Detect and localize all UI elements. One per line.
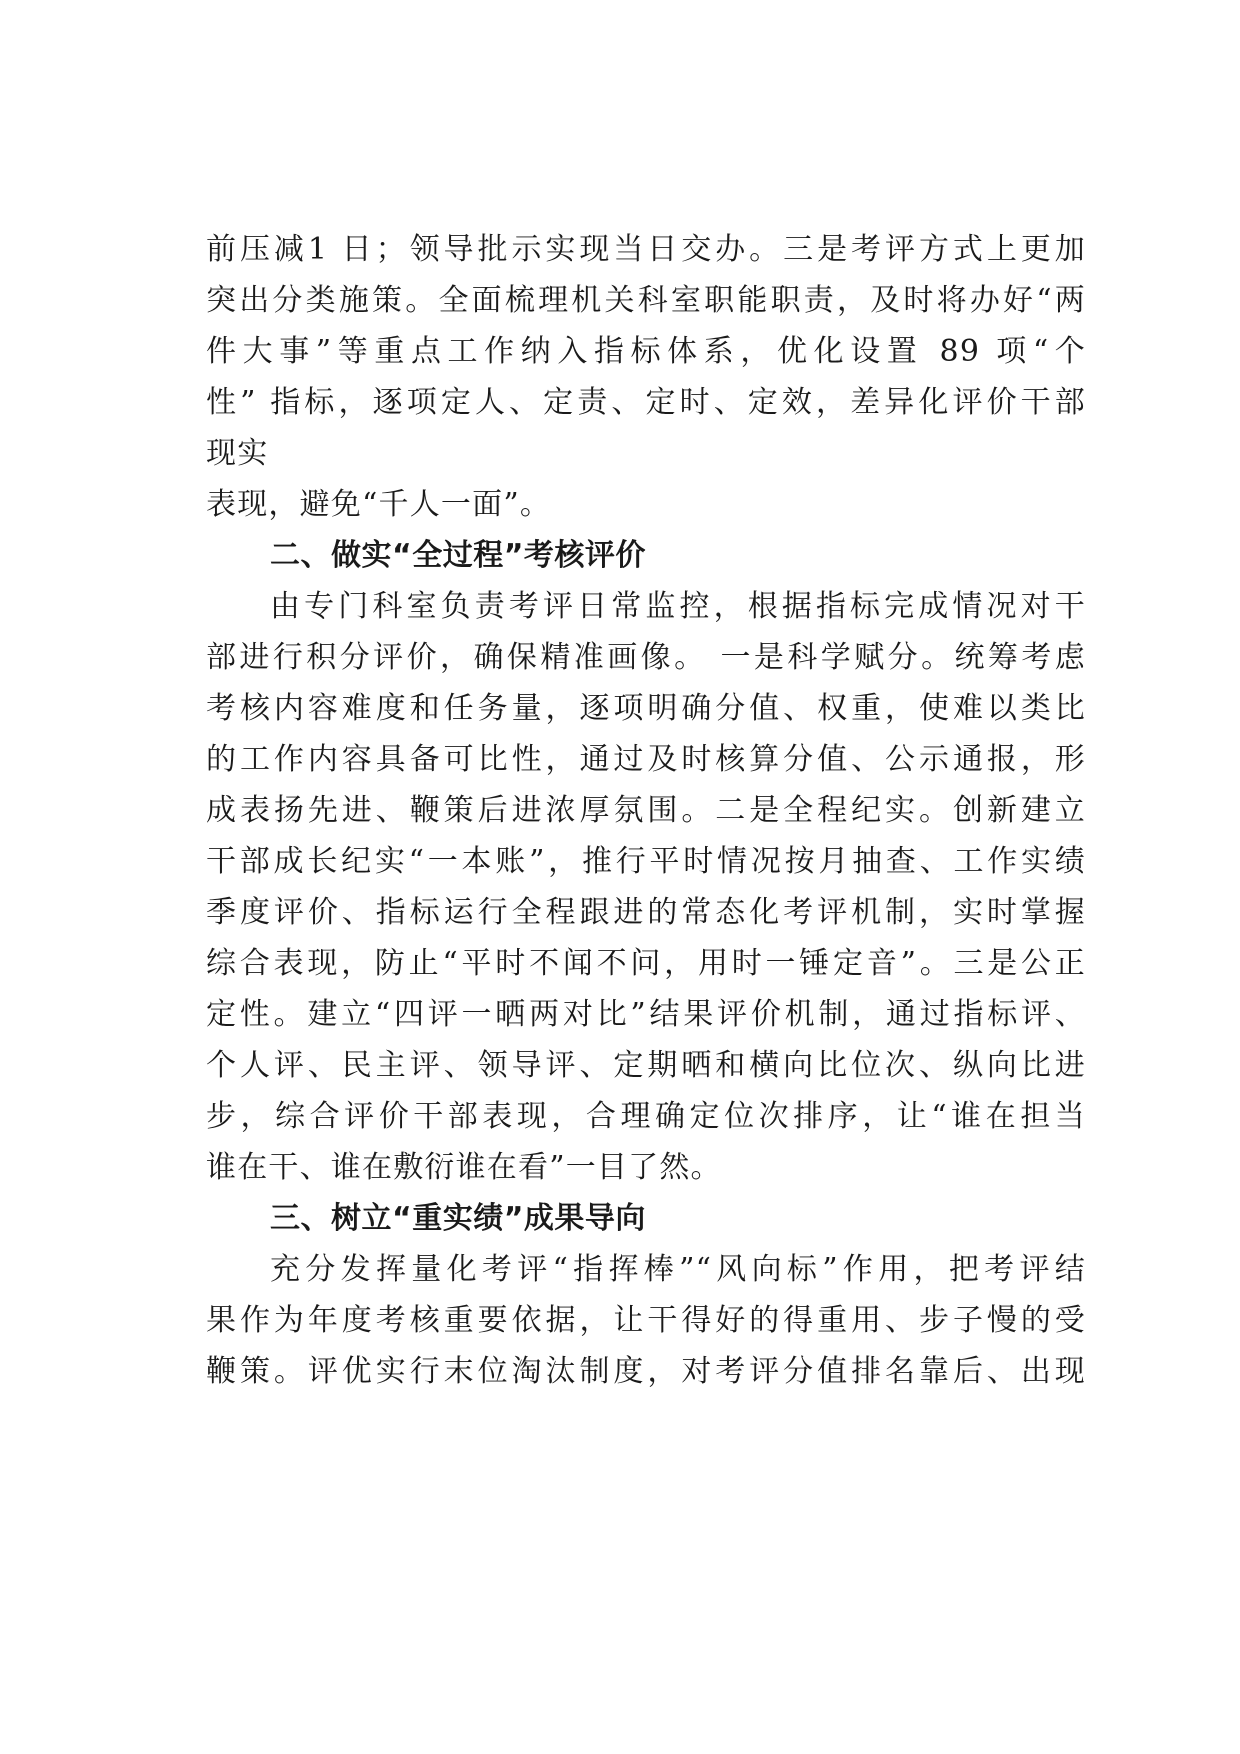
- text-line: 突出分类施策。全面梳理机关科室职能职责，及时将办好“两: [206, 283, 1086, 318]
- text-line: 现实: [206, 436, 269, 471]
- text-line: 鞭策。评优实行末位淘汰制度，对考评分值排名靠后、出现: [206, 1354, 1086, 1389]
- text-line: 果作为年度考核重要依据，让干得好的得重用、步子慢的受: [206, 1303, 1086, 1338]
- text-line: 定性。建立“四评一晒两对比”结果评价机制，通过指标评、: [206, 997, 1086, 1032]
- text-line: 的工作内容具备可比性，通过及时核算分值、公示通报，形: [206, 742, 1086, 777]
- text-line: 干部成长纪实“一本账”，推行平时情况按月抽查、工作实绩: [206, 844, 1086, 879]
- text-line: 性” 指标，逐项定人、定责、定时、定效，差异化评价干部: [206, 385, 1086, 420]
- section-heading-3: 三、树立“重实绩”成果导向: [270, 1201, 646, 1236]
- text-line: 部进行积分评价，确保精准画像。 一是科学赋分。统筹考虑: [206, 640, 1086, 675]
- text-line: 步，综合评价干部表现，合理确定位次排序，让“谁在担当: [206, 1099, 1086, 1134]
- text-line: 谁在干、谁在敷衍谁在看”一目了然。: [206, 1150, 722, 1185]
- text-line: 季度评价、指标运行全程跟进的常态化考评机制，实时掌握: [206, 895, 1086, 930]
- text-line: 件大事”等重点工作纳入指标体系，优化设置 89 项“个: [206, 334, 1086, 369]
- text-line: 成表扬先进、鞭策后进浓厚氛围。二是全程纪实。创新建立: [206, 793, 1086, 828]
- text-line: 考核内容难度和任务量，逐项明确分值、权重，使难以类比: [206, 691, 1086, 726]
- section-heading-2: 二、做实“全过程”考核评价: [270, 538, 646, 573]
- text-line: 个人评、民主评、领导评、定期晒和横向比位次、纵向比进: [206, 1048, 1086, 1083]
- text-line: 由专门科室负责考评日常监控，根据指标完成情况对干: [270, 589, 1086, 624]
- text-line: 表现，避免“千人一面”。: [206, 487, 552, 522]
- text-line: 充分发挥量化考评“指挥棒”“风向标”作用，把考评结: [270, 1252, 1086, 1287]
- text-line: 综合表现，防止“平时不闻不问，用时一锤定音”。三是公正: [206, 946, 1086, 981]
- document-body: [206, 224, 1086, 1397]
- text-line: 前压减1 日；领导批示实现当日交办。三是考评方式上更加: [206, 232, 1086, 267]
